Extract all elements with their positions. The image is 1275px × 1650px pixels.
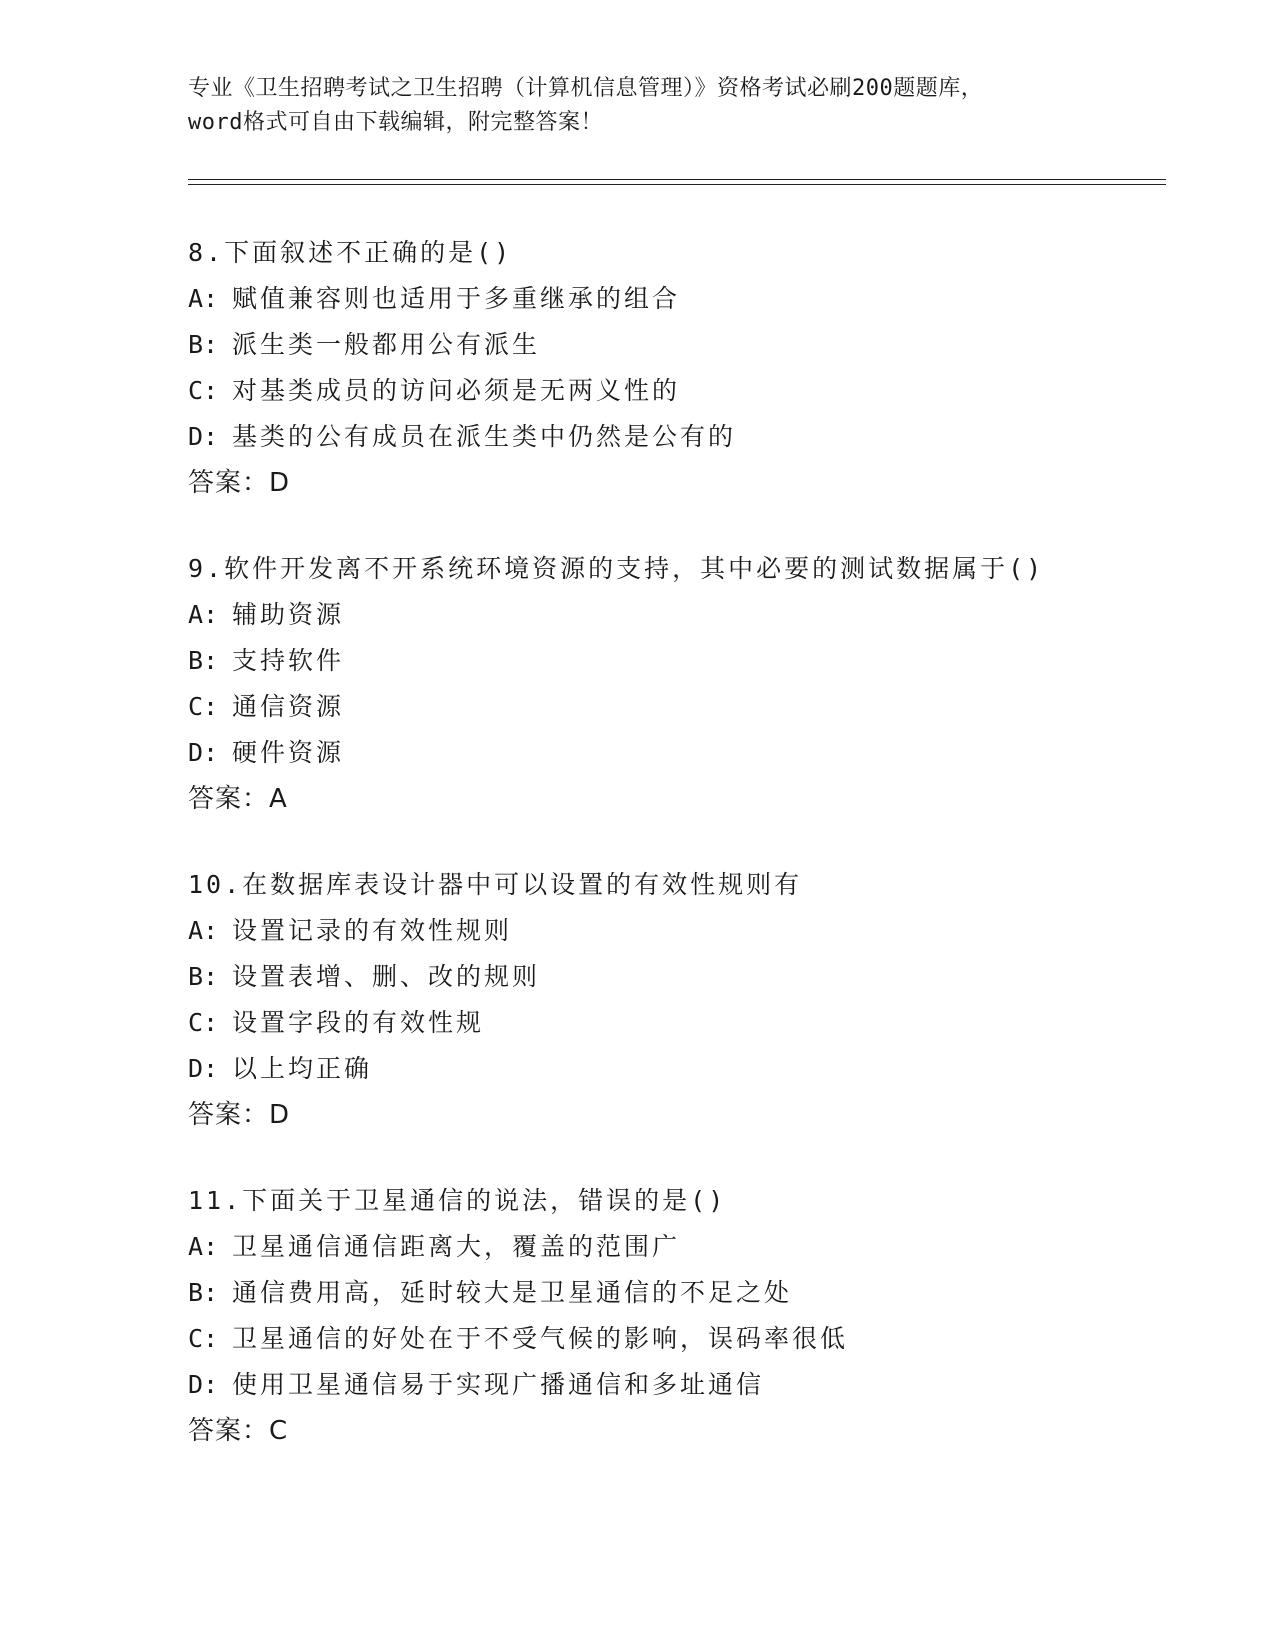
answer-line: 答案：C bbox=[188, 1416, 289, 1446]
option-letter: C: bbox=[188, 1008, 219, 1037]
answer-line: 答案：A bbox=[188, 784, 288, 814]
option-letter: C: bbox=[188, 376, 219, 405]
question-8 bbox=[188, 230, 1168, 506]
option-text: 设置字段的有效性规 bbox=[232, 1008, 485, 1037]
answer-line: 答案：D bbox=[188, 468, 291, 498]
option-text: 设置记录的有效性规则 bbox=[232, 916, 513, 945]
option-text: 对基类成员的访问必须是无两义性的 bbox=[232, 376, 681, 405]
option-c bbox=[188, 368, 1168, 414]
option-c bbox=[188, 1316, 1168, 1362]
option-text: 以上均正确 bbox=[232, 1054, 373, 1083]
option-letter: B: bbox=[188, 646, 219, 675]
answer-line: 答案：D bbox=[188, 1100, 291, 1130]
option-b bbox=[188, 638, 1168, 684]
option-a bbox=[188, 592, 1168, 638]
option-a bbox=[188, 1224, 1168, 1270]
option-b bbox=[188, 954, 1168, 1000]
option-b bbox=[188, 322, 1168, 368]
option-letter: C: bbox=[188, 692, 219, 721]
option-letter: D: bbox=[188, 738, 219, 767]
option-text: 支持软件 bbox=[232, 646, 345, 675]
option-d bbox=[188, 414, 1168, 460]
option-d bbox=[188, 730, 1168, 776]
option-a bbox=[188, 908, 1168, 954]
header-divider-bottom bbox=[188, 184, 1166, 185]
option-text: 基类的公有成员在派生类中仍然是公有的 bbox=[232, 422, 737, 451]
option-letter: D: bbox=[188, 1054, 219, 1083]
option-letter: D: bbox=[188, 422, 219, 451]
option-d bbox=[188, 1046, 1168, 1092]
option-text: 通信费用高，延时较大是卫星通信的不足之处 bbox=[232, 1278, 793, 1307]
option-letter: C: bbox=[188, 1324, 219, 1353]
option-text: 派生类一般都用公有派生 bbox=[232, 330, 541, 359]
option-text: 硬件资源 bbox=[232, 738, 345, 767]
option-d bbox=[188, 1362, 1168, 1408]
option-a bbox=[188, 276, 1168, 322]
question-title: 11.下面关于卫星通信的说法，错误的是() bbox=[188, 1186, 727, 1215]
option-text: 通信资源 bbox=[232, 692, 345, 721]
option-text: 卫星通信通信距离大，覆盖的范围广 bbox=[232, 1232, 681, 1261]
option-letter: B: bbox=[188, 1278, 219, 1307]
option-letter: A: bbox=[188, 1232, 219, 1261]
option-c bbox=[188, 684, 1168, 730]
question-11 bbox=[188, 1178, 1168, 1454]
header-line-2: word格式可自由下载编辑，附完整答案！ bbox=[188, 110, 603, 135]
option-b bbox=[188, 1270, 1168, 1316]
option-letter: B: bbox=[188, 962, 219, 991]
option-letter: B: bbox=[188, 330, 219, 359]
question-9 bbox=[188, 546, 1168, 822]
option-letter: A: bbox=[188, 600, 219, 629]
option-text: 辅助资源 bbox=[232, 600, 345, 629]
header-divider-top bbox=[188, 179, 1166, 180]
header-line-1: 专业《卫生招聘考试之卫生招聘（计算机信息管理）》资格考试必刷200题题库， bbox=[188, 76, 984, 101]
document-header bbox=[188, 72, 1088, 140]
option-letter: A: bbox=[188, 916, 219, 945]
option-text: 使用卫星通信易于实现广播通信和多址通信 bbox=[232, 1370, 765, 1399]
question-title: 10.在数据库表设计器中可以设置的有效性规则有 bbox=[188, 870, 803, 899]
question-title: 8.下面叙述不正确的是() bbox=[188, 238, 513, 267]
option-text: 卫星通信的好处在于不受气候的影响，误码率很低 bbox=[232, 1324, 849, 1353]
option-text: 赋值兼容则也适用于多重继承的组合 bbox=[232, 284, 681, 313]
option-letter: D: bbox=[188, 1370, 219, 1399]
option-c bbox=[188, 1000, 1168, 1046]
question-10 bbox=[188, 862, 1168, 1138]
option-letter: A: bbox=[188, 284, 219, 313]
question-title: 9.软件开发离不开系统环境资源的支持，其中必要的测试数据属于() bbox=[188, 554, 1045, 583]
option-text: 设置表增、删、改的规则 bbox=[232, 962, 541, 991]
